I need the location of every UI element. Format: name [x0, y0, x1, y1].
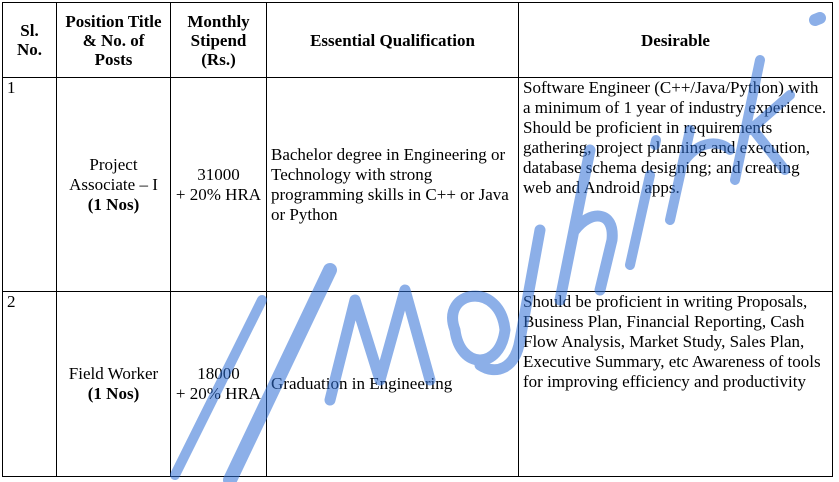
header-sl-no: Sl. No. [3, 3, 57, 78]
stipend-hra: + 20% HRA [175, 384, 262, 403]
header-essential-qualification: Essential Qualification [267, 3, 519, 78]
cell-desirable: Software Engineer (C++/Java/Python) with a minimum of 1 year of industry experience. Should be proficient in requirements gathering, project planning and execution, database schema designing; and creating web and Android apps. [519, 78, 833, 292]
table-row [3, 292, 833, 477]
cell-desirable: Should be proficient in writing Proposals, Business Plan, Financial Reporting, Cash Flow Analysis, Market Study, Sales Plan, Executive Summary, etc Awareness of tools for improving efficiency and productivity [519, 292, 833, 477]
cell-stipend [171, 78, 267, 292]
position-title: Field Worker [68, 364, 159, 383]
cell-position [57, 78, 171, 292]
cell-sl-no: 1 [3, 78, 57, 292]
header-monthly-stipend: Monthly Stipend (Rs.) [171, 3, 267, 78]
cell-essential-qualification: Graduation in Engineering [267, 292, 519, 477]
cell-position [57, 292, 171, 477]
stipend-hra: + 20% HRA [175, 184, 262, 204]
position-title: Project Associate – I [69, 154, 158, 194]
stipend-amount: 18000 [197, 364, 240, 383]
position-posts: (1 Nos) [87, 194, 140, 214]
position-posts: (1 Nos) [87, 384, 140, 403]
recruitment-table-wrapper [2, 2, 833, 477]
recruitment-table [2, 2, 833, 477]
cell-sl-no: 2 [3, 292, 57, 477]
table-row [3, 78, 833, 292]
cell-essential-qualification: Bachelor degree in Engineering or Technology with strong programming skills in C++ or Java or Python [267, 78, 519, 292]
table-header-row [3, 3, 833, 78]
header-position-title: Position Title & No. of Posts [57, 3, 171, 78]
stipend-amount: 31000 [197, 164, 240, 184]
header-desirable: Desirable [519, 3, 833, 78]
cell-stipend [171, 292, 267, 477]
